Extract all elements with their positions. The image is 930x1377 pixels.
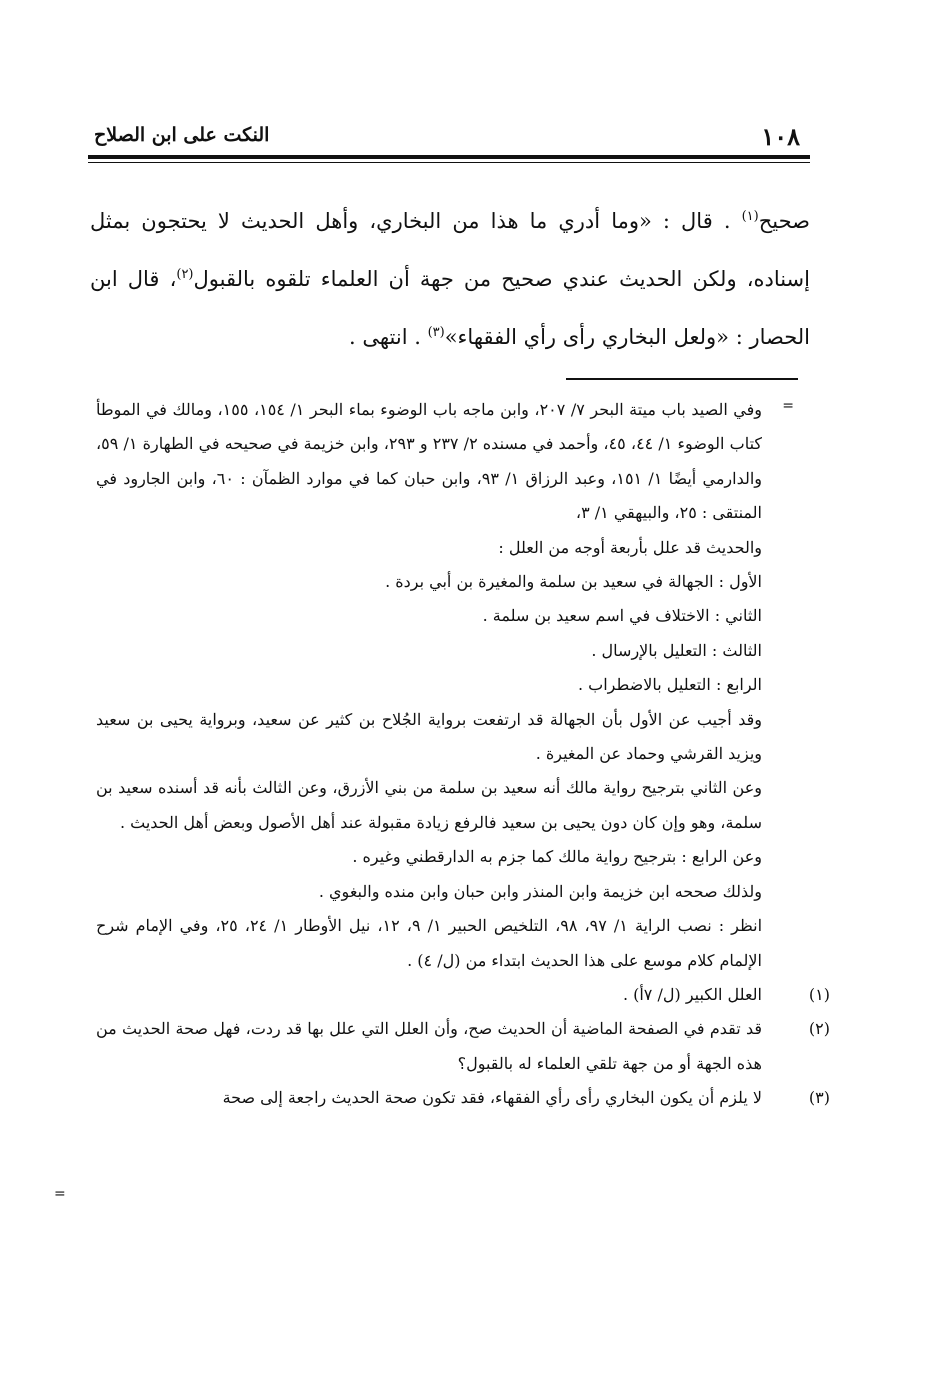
page-header <box>90 118 810 154</box>
main-text-segment: . انتهى . <box>348 325 428 349</box>
footnote-continued-line: وقد أجيب عن الأول بأن الجهالة قد ارتفعت برواية الجُلاح بن كثير عن سعيد، وبرواية يحيى بن سعيد ويزيد القرشي وحماد عن المغيرة . <box>96 709 762 764</box>
footnote-continued-line: وعن الرابع : بترجيح رواية مالك كما جزم به الدارقطني وغيره . <box>352 847 762 867</box>
continuation-mark-top: = <box>782 398 794 414</box>
footnote-text: العلل الكبير (ل/ ٧أ) . <box>622 984 762 1004</box>
footnotes <box>96 393 830 1116</box>
continuation-mark-bottom: = <box>54 1186 66 1202</box>
footnote-continued-line: انظر : نصب الراية ١/ ٩٧، ٩٨، التلخيص الحبير ١/ ٩، ١٢، نيل الأوطار ١/ ٢٤، ٢٥، وفي الإمام شرح الإلمام كلام موسع على هذا الحديث ابتداء من (ل/ ٤) . <box>96 916 763 970</box>
footnote-ref-1: (١) <box>741 209 759 224</box>
main-text-segment: ، قال ابن الحصار : «ولعل البخاري رأى رأي الفقهاء» <box>90 267 810 349</box>
footnote-continued-line: الثاني : الاختلاف في اسم سعيد بن سلمة . <box>482 606 762 626</box>
main-paragraph <box>90 190 810 364</box>
main-text-segment: صحيح <box>758 209 810 233</box>
page-number: ١٠٨ <box>761 122 800 151</box>
footnote-continued-line: الأول : الجهالة في سعيد بن سلمة والمغيرة بن أبي بردة . <box>385 572 762 592</box>
footnote-2 <box>96 1012 830 1081</box>
footnote-3 <box>96 1081 830 1115</box>
footnote-ref-2: (٢) <box>176 267 194 282</box>
header-rule-thin <box>88 162 810 163</box>
footnote-ref-3: (٣) <box>427 325 445 340</box>
footnote-continued-line: الرابع : التعليل بالاضطراب . <box>578 675 762 695</box>
footnote-continued-line: والحديث قد علل بأربعة أوجه من العلل : <box>498 537 762 557</box>
header-rule-thick <box>88 155 810 159</box>
main-text <box>90 190 810 364</box>
footnote-1 <box>96 978 830 1012</box>
footnote-number: (١) <box>808 984 830 1004</box>
footnote-continued-line: الثالث : التعليل بالإرسال . <box>591 640 762 660</box>
footnote-continued-line: وفي الصيد باب ميتة البحر ٧/ ٢٠٧، وابن ماجه باب الوضوء بماء البحر ١/ ١٥٤، ١٥٥، ومالك في الموطأ كتاب الوضوء ١/ ٤٤، ٤٥، وأحمد في مسنده ٢/ ٢٣٧ و ٢٩٣، وابن خزيمة في صحيحه في الطهارة ١/ ٥٩، والدارمي أيضًا ١/ ١٥١، وعبد الرزاق ١/ ٩٣، وابن حبان كما في موارد الظمآن : ٦٠، وابن الجارود في المنتقى : ٢٥، والبيهقي ١/ ٣، <box>96 400 763 523</box>
footnote-text: لا يلزم أن يكون البخاري رأى رأي الفقهاء، فقد تكون صحة الحديث راجعة إلى صحة <box>222 1088 762 1108</box>
footnote-separator <box>566 378 798 380</box>
main-text-segment: . قال : «وما أدري ما هذا من البخاري، وأهل الحديث لا يحتجون بمثل إسناده، ولكن الحديث عندي صحيح من جهة أن العلماء تلقوه بالقبول <box>90 209 810 291</box>
running-title: النكت على ابن الصلاح <box>94 124 270 146</box>
footnote-continued-line: ولذلك صححه ابن خزيمة وابن المنذر وابن حبان وابن منده والبغوي . <box>318 881 762 901</box>
footnote-number: (٢) <box>808 1019 830 1039</box>
footnote-text: قد تقدم في الصفحة الماضية أن الحديث صح، وأن العلل التي علل بها قد ردت، فهل صحة الحديث من هذه الجهة أو من جهة تلقي العلماء له بالقبول؟ <box>96 1019 762 1073</box>
footnote-number: (٣) <box>808 1088 830 1108</box>
footnote-continued-line: وعن الثاني بترجيح رواية مالك أنه سعيد بن سلمة من بني الأزرق، وعن الثالث بأنه قد أسنده سعيد بن سلمة، وهو وإن كان دون يحيى بن سعيد فالرفع زيادة مقبولة عند أهل الأصول وبعض أهل الحديث . <box>96 778 762 832</box>
